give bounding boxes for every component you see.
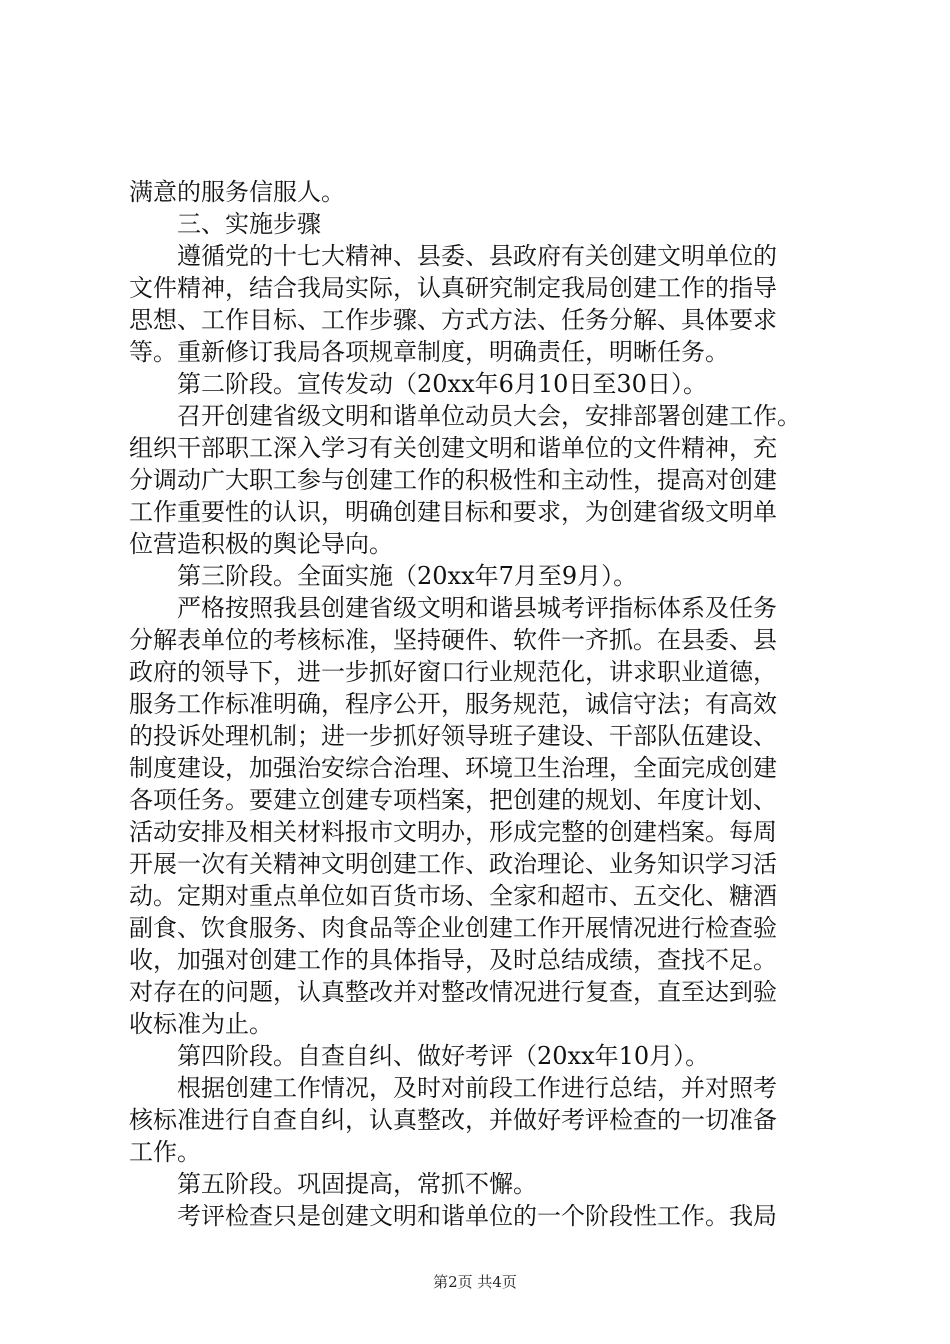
text-line: 收，加强对创建工作的具体指导，及时总结成绩，查找不足。: [129, 946, 777, 974]
text-line: 等。重新修订我局各项规章制度，明确责任，明晰任务。: [129, 338, 729, 366]
text-line: 位营造积极的舆论导向。: [129, 530, 393, 558]
text-line: 分解表单位的考核标准，坚持硬件、软件一齐抓。在县委、县: [129, 626, 777, 654]
text-line: 各项任务。要建立创建专项档案，把创建的规划、年度计划、: [129, 786, 777, 814]
text-line: 副食、饮食服务、肉食品等企业创建工作开展情况进行检查验: [129, 914, 777, 942]
text-line: 政府的领导下，进一步抓好窗口行业规范化，讲求职业道德，: [129, 658, 777, 686]
text-line: 工作。: [129, 1138, 201, 1166]
text-line: 核标准进行自查自纠，认真整改，并做好考评检查的一切准备: [129, 1106, 777, 1134]
text-line: 文件精神，结合我局实际，认真研究制定我局创建工作的指导: [129, 274, 777, 302]
text-line: 遵循党的十七大精神、县委、县政府有关创建文明单位的: [177, 242, 777, 270]
text-line: 对存在的问题，认真整改并对整改情况进行复查，直至达到验: [129, 978, 777, 1006]
text-line: 的投诉处理机制；进一步抓好领导班子建设、干部队伍建设、: [129, 722, 777, 750]
text-line: 动。定期对重点单位如百货市场、全家和超市、五交化、糖酒: [129, 882, 777, 910]
text-line: 根据创建工作情况，及时对前段工作进行总结，并对照考: [177, 1074, 777, 1102]
text-line: 收标准为止。: [129, 1010, 273, 1038]
text-line: 第五阶段。巩固提高，常抓不懈。: [177, 1170, 537, 1198]
text-line: 思想、工作目标、工作步骤、方式方法、任务分解、具体要求: [129, 306, 777, 334]
text-line: 制度建设，加强治安综合治理、环境卫生治理，全面完成创建: [129, 754, 777, 782]
text-line: 严格按照我县创建省级文明和谐县城考评指标体系及任务: [177, 594, 777, 622]
text-line: 第二阶段。宣传发动（20xx年6月10日至30日）。: [177, 370, 707, 398]
text-line: 组织干部职工深入学习有关创建文明和谐单位的文件精神，充: [129, 434, 777, 462]
text-line: 第四阶段。自查自纠、做好考评（20xx年10月）。: [177, 1042, 710, 1070]
text-line: 服务工作标准明确，程序公开，服务规范，诚信守法；有高效: [129, 690, 777, 718]
page-footer: 第2页 共4页: [433, 1273, 517, 1291]
text-line: 满意的服务信服人。: [129, 178, 345, 206]
text-line: 第三阶段。全面实施（20xx年7月至9月）。: [177, 562, 638, 590]
text-line: 开展一次有关精神文明创建工作、政治理论、业务知识学习活: [129, 850, 777, 878]
text-line: 活动安排及相关材料报市文明办，形成完整的创建档案。每周: [129, 818, 777, 846]
text-line: 召开创建省级文明和谐单位动员大会，安排部署创建工作。: [177, 402, 801, 430]
document-body: [129, 176, 829, 1232]
text-line: 分调动广大职工参与创建工作的积极性和主动性，提高对创建: [129, 466, 777, 494]
text-line: 考评检查只是创建文明和谐单位的一个阶段性工作。我局: [177, 1202, 777, 1230]
text-line: 三、实施步骤: [177, 210, 321, 238]
text-line: 工作重要性的认识，明确创建目标和要求，为创建省级文明单: [129, 498, 777, 526]
